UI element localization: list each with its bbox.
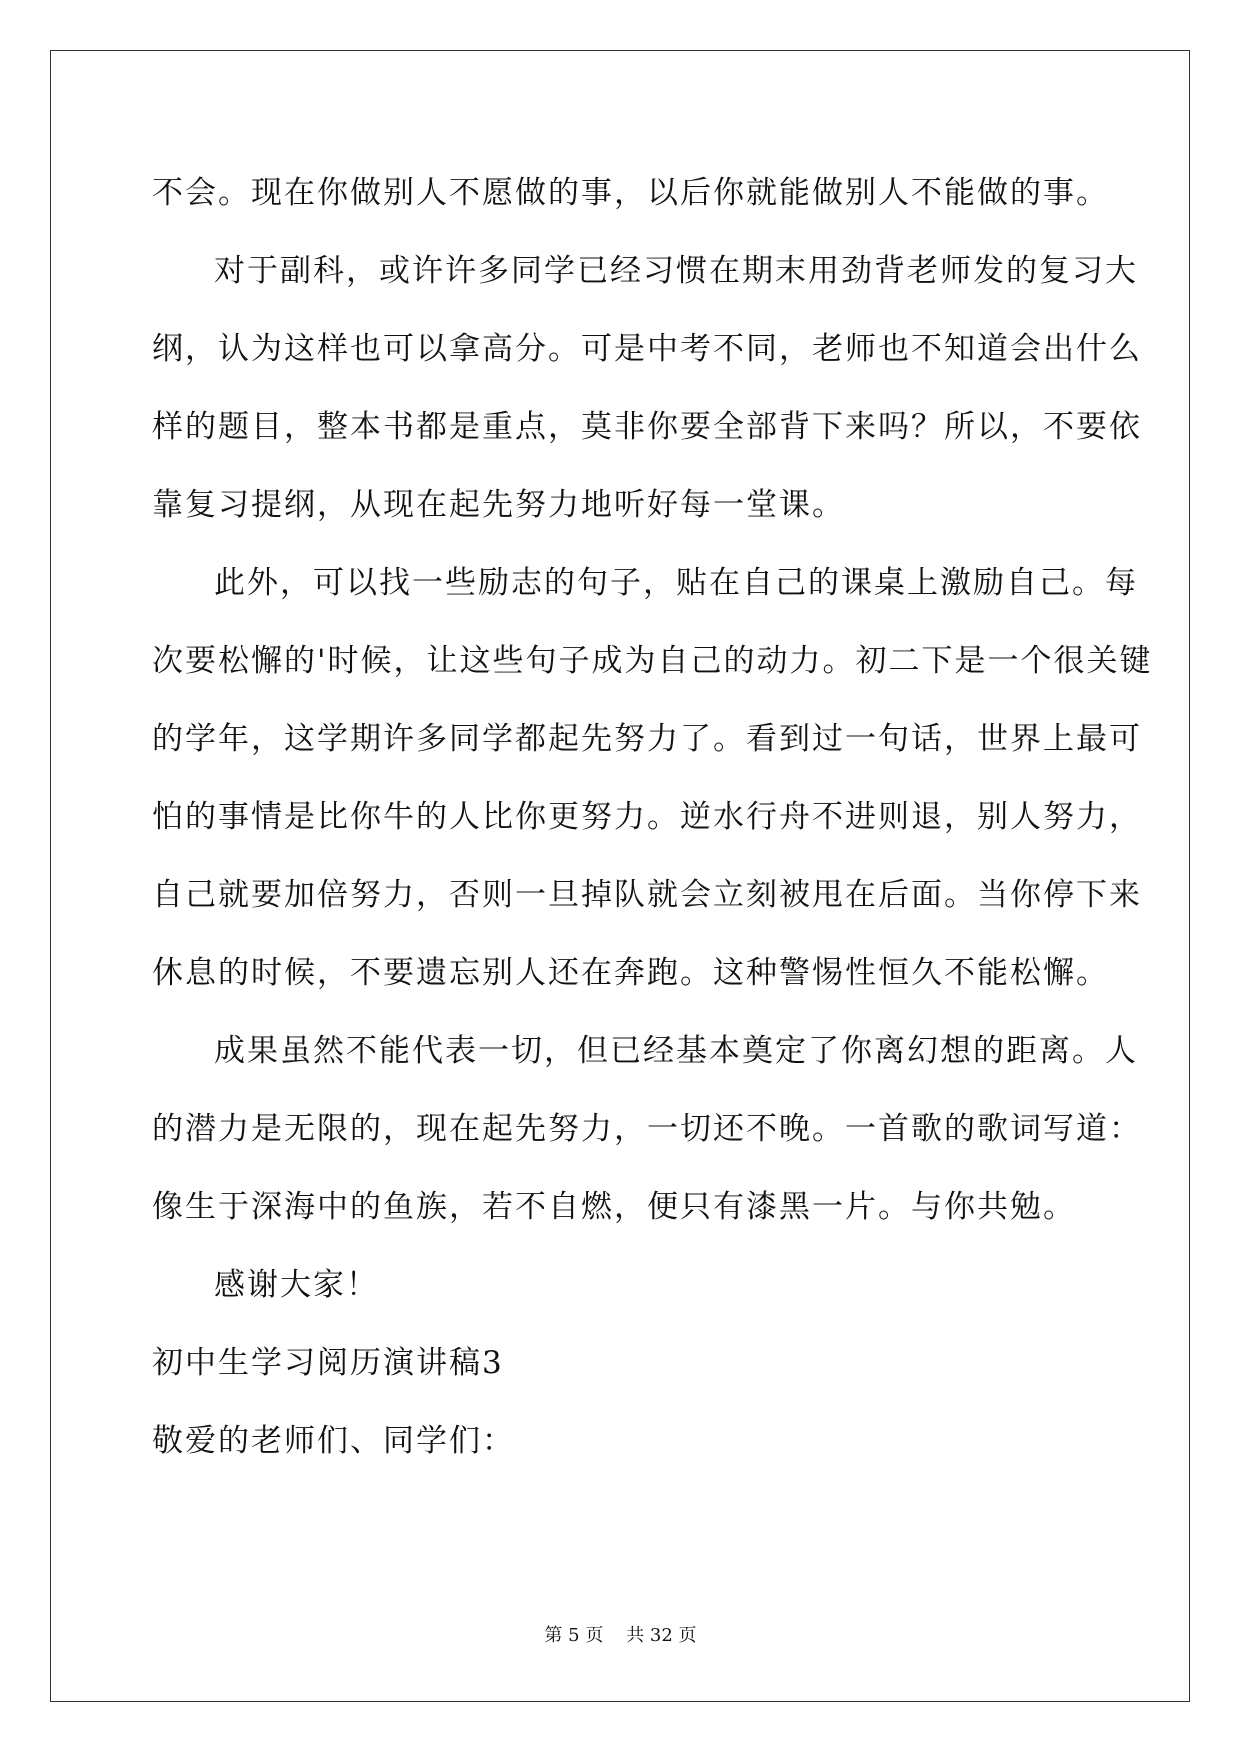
section-heading: 初中生学习阅历演讲稿3 (152, 1345, 504, 1381)
text-line: 的学年，这学期许多同学都起先努力了。看到过一句话，世界上最可 (152, 721, 1142, 757)
text-line: 靠复习提纲，从现在起先努力地听好每一堂课。 (152, 487, 845, 523)
text-line: 像生于深海中的鱼族，若不自燃，便只有漆黑一片。与你共勉。 (152, 1189, 1076, 1225)
salutation: 敬爱的老师们、同学们： (152, 1423, 515, 1459)
text-line: 此外，可以找一些励志的句子，贴在自己的课桌上激励自己。每 (214, 565, 1138, 601)
text-line: 怕的事情是比你牛的人比你更努力。逆水行舟不进则退，别人努力， (152, 799, 1142, 835)
page-number: 第 5 页 共 32 页 (544, 1625, 697, 1646)
text-line: 样的题目，整本书都是重点，莫非你要全部背下来吗？所以，不要依 (152, 409, 1142, 445)
text-line: 不会。现在你做别人不愿做的事，以后你就能做别人不能做的事。 (152, 175, 1109, 211)
text-line: 的潜力是无限的，现在起先努力，一切还不晚。一首歌的歌词写道： (152, 1111, 1142, 1147)
text-line: 成果虽然不能代表一切，但已经基本奠定了你离幻想的距离。人 (214, 1033, 1138, 1069)
text-line: 休息的时候，不要遗忘别人还在奔跑。这种警惕性恒久不能松懈。 (152, 955, 1109, 991)
text-line: 纲，认为这样也可以拿高分。可是中考不同，老师也不知道会出什么 (152, 331, 1142, 367)
text-line: 自己就要加倍努力，否则一旦掉队就会立刻被甩在后面。当你停下来 (152, 877, 1142, 913)
text-line: 次要松懈的'时候，让这些句子成为自己的动力。初二下是一个很关键 (152, 643, 1153, 679)
text-line: 对于副科，或许许多同学已经习惯在期末用劲背老师发的复习大 (214, 253, 1138, 289)
text-line: 感谢大家！ (214, 1267, 379, 1303)
